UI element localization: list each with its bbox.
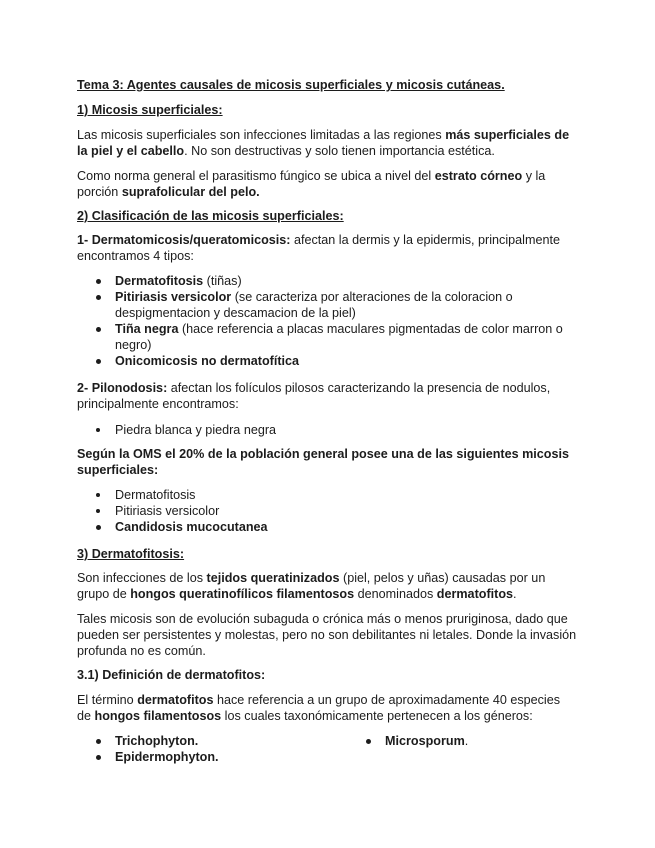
oms-statement: Según la OMS el 20% de la población general posee una de las siguientes micosis superficiales: bbox=[77, 447, 570, 477]
item-term: Onicomicosis no dermatofítica bbox=[115, 354, 300, 368]
emphasis: hongos queratinofílicos filamentosos bbox=[130, 587, 355, 601]
bullet-icon bbox=[96, 359, 101, 364]
bullet-icon bbox=[96, 279, 101, 284]
list-item bbox=[77, 353, 577, 369]
genera-list-right bbox=[347, 733, 597, 749]
item-text: Pitiriasis versicolor bbox=[115, 504, 220, 518]
item-term: Pitiriasis versicolor bbox=[115, 290, 232, 304]
text: afectan la dermis y la epidermis, principalmente encontramos 4 tipos: bbox=[77, 233, 560, 263]
genus-name: Trichophyton. bbox=[115, 734, 199, 748]
text: Son infecciones de los bbox=[77, 571, 207, 585]
emphasis: dermatofitos bbox=[436, 587, 514, 601]
list-item bbox=[77, 749, 327, 765]
text: . No son destructivas y solo tienen importancia estética. bbox=[184, 144, 495, 158]
section-1-paragraph-1 bbox=[77, 127, 577, 159]
section-3-paragraph-2: Tales micosis son de evolución subaguda o crónica más o menos pruriginosa, dado que pueden ser persistentes y molestas, pero no son debilitantes ni letales. Donde la invasión profunda no es común. bbox=[77, 612, 577, 658]
bullet-icon bbox=[96, 739, 101, 744]
bullet-icon bbox=[96, 509, 100, 513]
section-3-1-heading: 3.1) Definición de dermatofitos: bbox=[77, 668, 266, 682]
bullet-icon bbox=[96, 428, 100, 432]
list-item bbox=[77, 422, 577, 438]
genus-name: Epidermophyton. bbox=[115, 750, 219, 764]
text: Como norma general el parasitismo fúngico se ubica a nivel del bbox=[77, 169, 435, 183]
section-2-paragraph-1 bbox=[77, 232, 577, 264]
list-item bbox=[77, 519, 577, 535]
emphasis: estrato córneo bbox=[434, 169, 523, 183]
genus-name: Microsporum bbox=[385, 734, 465, 748]
bullet-icon bbox=[366, 739, 371, 744]
list-item bbox=[77, 487, 577, 503]
text: afectan los folículos pilosos caracterizando la presencia de nodulos, principalmente encontramos: bbox=[77, 381, 551, 411]
text: El término bbox=[77, 693, 138, 707]
item-term: Tiña negra bbox=[115, 322, 179, 336]
text: . bbox=[513, 587, 517, 601]
text: Las micosis superficiales son infecciones limitadas a las regiones bbox=[77, 128, 446, 142]
emphasis: dermatofitos bbox=[137, 693, 214, 707]
section-1-heading: 1) Micosis superficiales: bbox=[77, 103, 223, 117]
bullet-icon bbox=[96, 755, 101, 760]
pilonodosis-list bbox=[77, 422, 577, 438]
item-text: Piedra blanca y piedra negra bbox=[115, 423, 277, 437]
list-item bbox=[347, 733, 597, 749]
list-item bbox=[77, 289, 577, 321]
bullet-icon bbox=[96, 295, 101, 300]
text: hace referencia a un grupo de aproximadamente 40 especies de bbox=[77, 693, 561, 723]
text: los cuales taxonómicamente pertenecen a los géneros: bbox=[221, 709, 533, 723]
emphasis: hongos filamentosos bbox=[94, 709, 222, 723]
genera-list-left bbox=[77, 733, 327, 765]
section-3-heading: 3) Dermatofitosis: bbox=[77, 547, 185, 561]
item-term: Dermatofitosis bbox=[115, 274, 204, 288]
emphasis: más superficiales de la piel y el cabello bbox=[77, 128, 570, 158]
section-3-paragraph-1 bbox=[77, 570, 577, 602]
list-item bbox=[77, 321, 577, 353]
item-text: Dermatofitosis bbox=[115, 488, 196, 502]
bullet-icon bbox=[96, 493, 100, 497]
list-item bbox=[77, 273, 577, 289]
document-title: Tema 3: Agentes causales de micosis superficiales y micosis cutáneas. bbox=[77, 78, 505, 92]
emphasis: 2- Pilonodosis: bbox=[77, 381, 168, 395]
list-item bbox=[77, 733, 327, 749]
section-1-paragraph-2 bbox=[77, 168, 577, 200]
section-2-heading: 2) Clasificación de las micosis superficiales: bbox=[77, 209, 344, 223]
emphasis: 1- Dermatomicosis/queratomicosis: bbox=[77, 233, 291, 247]
section-2-paragraph-2 bbox=[77, 380, 577, 412]
text: denominados bbox=[354, 587, 437, 601]
item-detail: (hace referencia a placas maculares pigmentadas de color marron o negro) bbox=[115, 322, 563, 352]
item-text: Candidosis mucocutanea bbox=[115, 520, 268, 534]
bullet-icon bbox=[96, 525, 101, 530]
item-detail: (se caracteriza por alteraciones de la coloracion o despigmentacion y descamacion de la piel) bbox=[115, 290, 513, 320]
list-item bbox=[77, 503, 577, 519]
emphasis: tejidos queratinizados bbox=[206, 571, 340, 585]
item-detail: (tiñas) bbox=[203, 274, 242, 288]
text: . bbox=[464, 734, 469, 748]
text: y la porción bbox=[77, 169, 546, 199]
micosis-types-list bbox=[77, 273, 577, 369]
emphasis: suprafolicular del pelo. bbox=[121, 185, 260, 199]
text: (piel, pelos y uñas) causadas por un grupo de bbox=[77, 571, 546, 601]
section-3-1-paragraph-1 bbox=[77, 692, 577, 724]
bullet-icon bbox=[96, 327, 101, 332]
oms-micosis-list bbox=[77, 487, 577, 535]
